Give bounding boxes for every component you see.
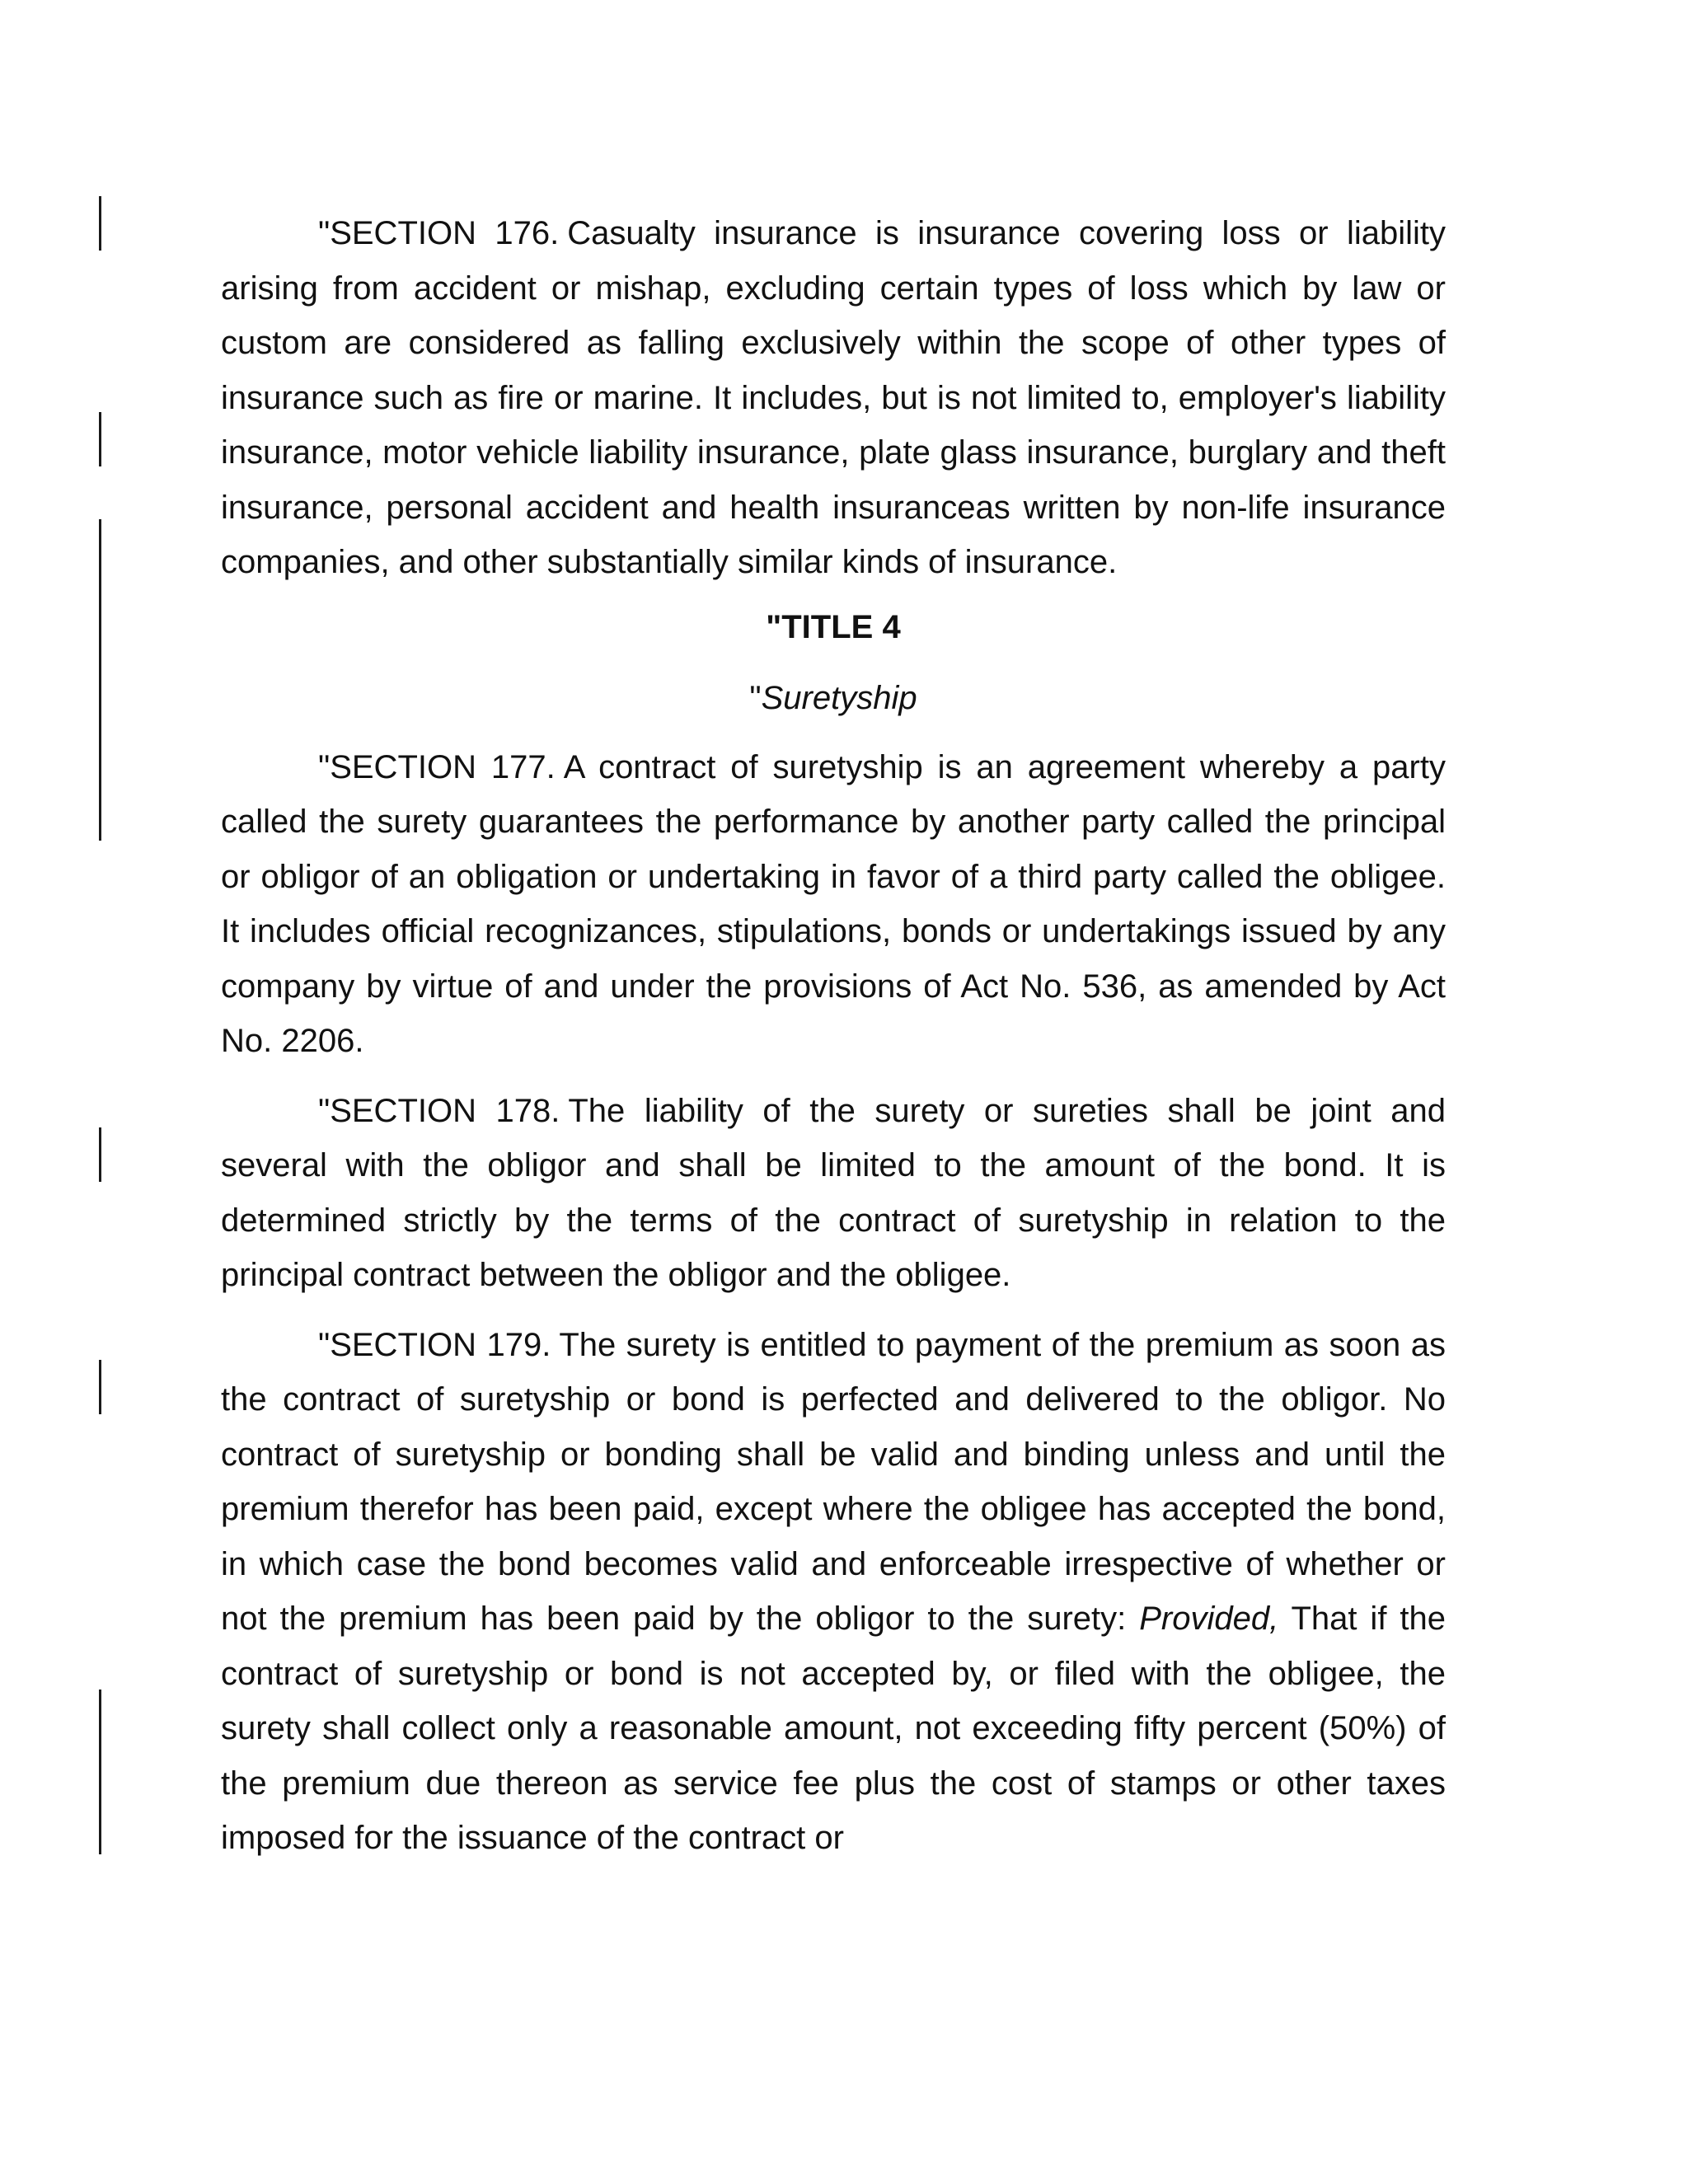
subtitle-text: Suretyship — [761, 679, 917, 716]
section-178-text: The liability of the surety or sureties shall be joint and several with the obligor and shall be limited to the amount of the bond. It is determined strictly by the terms of the contract of suretyship in relation to the principal contract between the obligor and the obligee. — [221, 1092, 1446, 1293]
revision-bar — [99, 1690, 101, 1854]
revision-bar — [99, 519, 101, 841]
revision-bar — [99, 412, 101, 466]
section-177-text: A contract of suretyship is an agreement whereby a party called the surety guarantees the performance by another party called the principal or obligor of an obligation or undertaking in favor of a third party called the obligee. It includes official recognizances, stipulations, bonds or undertakings issued by any company by virtue of and under the provisions of Act No. 536, as amended by Act No. 2206. — [221, 748, 1446, 1059]
section-179-paragraph — [221, 1318, 1446, 1866]
section-176-text: Casualty insurance is insurance covering loss or liability arising from accident or mishap, excluding certain types of loss which by law or custom are considered as falling exclusively within the scope of other types of insurance such as fire or marine. It includes, but is not limited to, employer's liability insurance, motor vehicle liability insurance, plate glass insurance, burglary and theft insurance, personal accident and health insuranceas written by non-life insurance companies, and other substantially similar kinds of insurance. — [221, 215, 1446, 580]
title-heading: "TITLE 4 — [766, 608, 901, 645]
section-177-paragraph — [221, 740, 1446, 1069]
proviso-label: Provided, — [1139, 1601, 1279, 1637]
section-176-paragraph — [221, 206, 1446, 590]
subtitle-heading — [221, 671, 1446, 725]
section-178-paragraph — [221, 1084, 1446, 1303]
section-178-label: "SECTION 178. — [318, 1092, 560, 1129]
revision-bar — [99, 1127, 101, 1182]
subtitle-quote: " — [749, 679, 762, 716]
revision-bar — [99, 196, 101, 251]
revision-bar — [99, 1360, 101, 1414]
document-body — [221, 206, 1446, 1866]
section-179-text-b: That if the contract of suretyship or bond is not accepted by, or filed with the obligee, the surety shall collect only a reasonable amount, not exceeding fifty percent (50%) of the premium due thereon as service fee plus the cost of stamps or other taxes imposed for the issuance of the contract or — [221, 1601, 1446, 1856]
section-176-label: "SECTION 176. — [318, 215, 560, 251]
section-177-label: "SECTION 177. — [318, 748, 556, 785]
section-179-label: "SECTION 179. — [318, 1326, 551, 1363]
section-179-text-a: The surety is entitled to payment of the premium as soon as the contract of suretyship or bond is perfected and delivered to the obligor. No contract of suretyship or bonding shall be valid and binding unless and until the premium therefor has been paid, except where the obligee has accepted the bond, in which case the bond becomes valid and enforceable irrespective of whether or not the premium has been paid by the obligor to the surety: — [221, 1326, 1446, 1637]
